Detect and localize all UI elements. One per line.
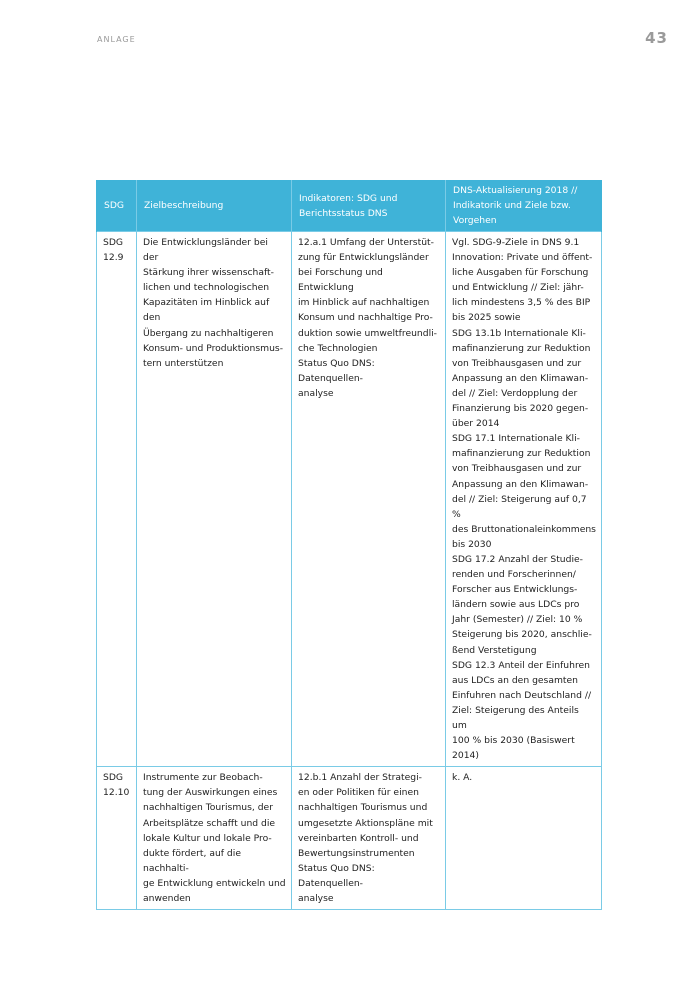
cell-indicators: 12.b.1 Anzahl der Strategi- en oder Politiken für einen nachhaltigen Tourismus und umgesetzte Aktionspläne mit vereinbarten Kontroll- und Bewertungsinstrumenten Status Quo DNS: Datenquellen- analyse [292, 767, 446, 910]
column-header-sdg: SDG [97, 180, 137, 232]
table-row [97, 232, 602, 767]
table-row [97, 767, 602, 910]
column-header-goal: Zielbeschreibung [137, 180, 292, 232]
table-header-row [97, 180, 602, 232]
cell-sdg: SDG 12.9 [97, 232, 137, 767]
cell-goal: Instrumente zur Beobach- tung der Auswirkungen eines nachhaltigen Tourismus, der Arbeitsplätze schafft und die lokale Kultur und lokale Pro- dukte fördert, auf die nachhalti- ge Entwicklung entwickeln und anwenden [137, 767, 292, 910]
column-header-indicators: Indikatoren: SDG und Berichtsstatus DNS [292, 180, 446, 232]
cell-indicators: 12.a.1 Umfang der Unterstüt- zung für Entwicklungsländer bei Forschung und Entwicklung im Hinblick auf nachhaltigen Konsum und nachhaltige Pro- duktion sowie umweltfreundli- che Technologien Status Quo DNS: Datenquellen- analyse [292, 232, 446, 767]
cell-goal: Die Entwicklungsländer bei der Stärkung ihrer wissenschaft- lichen und technologischen Kapazitäten im Hinblick auf den Übergang zu nachhaltigeren Konsum- und Produktionsmus- tern unterstützen [137, 232, 292, 767]
column-header-update: DNS-Aktualisierung 2018 // Indikatorik und Ziele bzw. Vorgehen [446, 180, 602, 232]
cell-update: k. A. [446, 767, 602, 910]
page-number: 43 [645, 29, 668, 47]
section-label: ANLAGE [97, 35, 136, 44]
sdg-table [96, 180, 602, 910]
cell-update: Vgl. SDG-9-Ziele in DNS 9.1 Innovation: Private und öffent- liche Ausgaben für Forschung und Entwicklung // Ziel: jähr- lich mindestens 3,5 % des BIP bis 2025 sowie SDG 13.1b Internationale Kli- mafinanzierung zur Reduktion von Treibhausgasen und zur Anpassung an den Klimawan- del // Ziel: Verdopplung der Finanzierung bis 2020 gegen- über 2014 SDG 17.1 Internationale Kli- mafinanzierung zur Reduktion von Treibhausgasen und zur Anpassung an den Klimawan- del // Ziel: Steigerung auf 0,7 % des Bruttonationaleinkommens bis 2030 SDG 17.2 Anzahl der Studie- renden und Forscherinnen/ Forscher aus Entwicklungs- ländern sowie aus LDCs pro Jahr (Semester) // Ziel: 10 % Steigerung bis 2020, anschlie- ßend Verstetigung SDG 12.3 Anteil der Einfuhren aus LDCs an den gesamten Einfuhren nach Deutschland // Ziel: Steigerung des Anteils um 100 % bis 2030 (Basiswert 2014) [446, 232, 602, 767]
cell-sdg: SDG 12.10 [97, 767, 137, 910]
